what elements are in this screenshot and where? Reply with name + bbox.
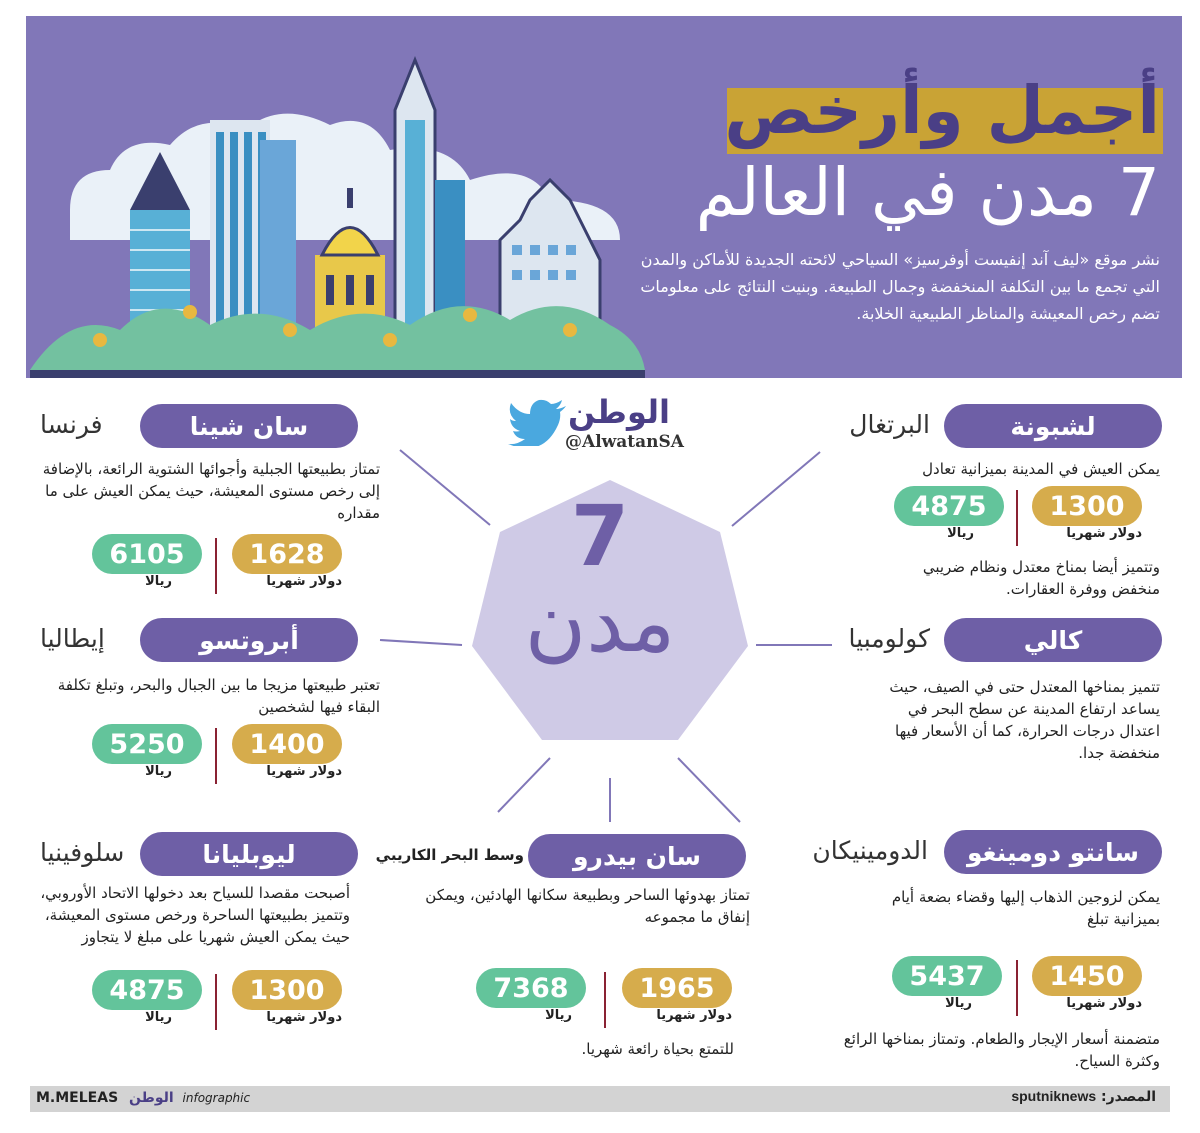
city-pill-lisbon: لشبونة (944, 404, 1162, 448)
usd-value-san-pedro: 1965 (622, 968, 732, 1008)
city-skyline-illustration (30, 40, 650, 380)
sar-value-san-shina: 6105 (92, 534, 202, 574)
usd-unit: دولار شهريا (266, 574, 342, 589)
usd-value-abruzzo: 1400 (232, 724, 342, 764)
city-pill-san-pedro: سان بيدرو (528, 834, 746, 878)
sar-unit: ريالا (545, 1008, 572, 1023)
city-pill-cali: كالي (944, 618, 1162, 662)
desc-santo-domingo: يمكن لزوجين الذهاب إليها وقضاء بضعة أيام بميزانية تبلغ (891, 888, 1160, 928)
footer-brand: الوطن (129, 1090, 174, 1106)
brand-logo: الوطن (568, 393, 670, 431)
country-ljubljana: سلوفينيا (40, 838, 125, 867)
center-label: مدن (524, 573, 676, 671)
center-number: 7 (570, 487, 630, 585)
sar-value-abruzzo: 5250 (92, 724, 202, 764)
country-cali: كولومبيا (848, 624, 930, 653)
city-pill-abruzzo: أبروتسو (140, 618, 358, 662)
desc-san-pedro: تمتاز بهدوئها الساحر وبطبيعة سكانها الهادئين، ويمكن إنفاق ما مجموعه (425, 886, 750, 926)
city-pill-ljubljana: ليوبليانا (140, 832, 358, 876)
sar-unit: ريالا (945, 996, 972, 1011)
footer-kind: infographic (182, 1091, 251, 1105)
desc-cali: تتميز بمناخها المعتدل حتى في الصيف، حيث يساعد ارتفاع المدينة عن سطح البحر في اعتدال درجات الحرارة، كما أن الأسعار فيها منخفضة جدا. (889, 678, 1160, 762)
divider (215, 728, 217, 784)
page-subtitle: 7 مدن في العالم (695, 154, 1160, 231)
usd-unit: دولار شهريا (1066, 526, 1142, 541)
page-title: أجمل وأرخص (724, 72, 1160, 149)
twitter-bird-icon (508, 398, 568, 446)
divider (215, 538, 217, 594)
desc-san-shina: تمتاز بطبيعتها الجبلية وأجوائها الشتوية الرائعة، بالإضافة إلى رخص مستوى المعيشة، حيث يمكن العيش على ما مقداره (42, 460, 380, 522)
country-santo-domingo: الدومينيكان (812, 836, 928, 865)
brand-handle[interactable]: @AlwatanSA (565, 432, 684, 452)
sar-value-lisbon: 4875 (894, 486, 1004, 526)
country-san-shina: فرنسا (40, 410, 103, 439)
sar-value-san-pedro: 7368 (476, 968, 586, 1008)
usd-value-santo-domingo: 1450 (1032, 956, 1142, 996)
usd-unit: دولار شهريا (266, 764, 342, 779)
country-lisbon: البرتغال (849, 410, 930, 439)
sar-value-santo-domingo: 5437 (892, 956, 1002, 996)
usd-value-ljubljana: 1300 (232, 970, 342, 1010)
author-name: M.MELEAS (36, 1090, 119, 1106)
usd-value-san-shina: 1628 (232, 534, 342, 574)
divider (1016, 490, 1018, 546)
desc-ljubljana: أصبحت مقصدا للسياح بعد دخولها الاتحاد الأوروبي، وتتميز بطبيعتها الساحرة ورخص مستوى المعيشة، حيث يمكن العيش شهريا على مبلغ لا يتجاوز (40, 884, 350, 946)
sar-value-ljubljana: 4875 (92, 970, 202, 1010)
sar-unit: ريالا (145, 764, 172, 779)
usd-unit: دولار شهريا (266, 1010, 342, 1025)
country-san-pedro: وسط البحر الكاريبي (375, 846, 524, 864)
desc-after-santo-domingo: متضمنة أسعار الإيجار والطعام. وتمتاز بمناخها الرائع وكثرة السياح. (843, 1030, 1160, 1070)
source-name: sputniknews (1011, 1088, 1097, 1104)
desc-lisbon: يمكن العيش في المدينة بميزانية تعادل (922, 460, 1160, 478)
intro-paragraph: نشر موقع «ليف آند إنفيست أوفرسيز» السياحي لائحته الجديدة للأماكن والمدن التي تجمع ما بين التكلفة المنخفضة وجمال الطبيعة. وبنيت النتائج على معلومات تضم رخص المعيشة والمناظر الطبيعية الخلابة. (640, 250, 1160, 323)
usd-unit: دولار شهريا (656, 1008, 732, 1023)
country-abruzzo: إيطاليا (40, 624, 105, 653)
divider (1016, 960, 1018, 1016)
footer-source (1011, 1088, 1156, 1105)
city-pill-santo-domingo: سانتو دومينغو (944, 830, 1162, 874)
sar-unit: ريالا (947, 526, 974, 541)
sar-unit: ريالا (145, 1010, 172, 1025)
footer-credit (36, 1090, 250, 1106)
divider (215, 974, 217, 1030)
sar-unit: ريالا (145, 574, 172, 589)
city-pill-san-shina: سان شينا (140, 404, 358, 448)
desc-after-lisbon: وتتميز أيضا بمناخ معتدل ونظام ضريبي منخفض ووفرة العقارات. (922, 558, 1160, 598)
desc-after-san-pedro: للتمتع بحياة رائعة شهريا. (581, 1040, 734, 1058)
desc-abruzzo: تعتبر طبيعتها مزيجا ما بين الجبال والبحر، وتبلغ تكلفة البقاء فيها لشخصين (57, 676, 380, 716)
divider (604, 972, 606, 1028)
usd-unit: دولار شهريا (1066, 996, 1142, 1011)
usd-value-lisbon: 1300 (1032, 486, 1142, 526)
source-label: المصدر: (1101, 1089, 1156, 1105)
